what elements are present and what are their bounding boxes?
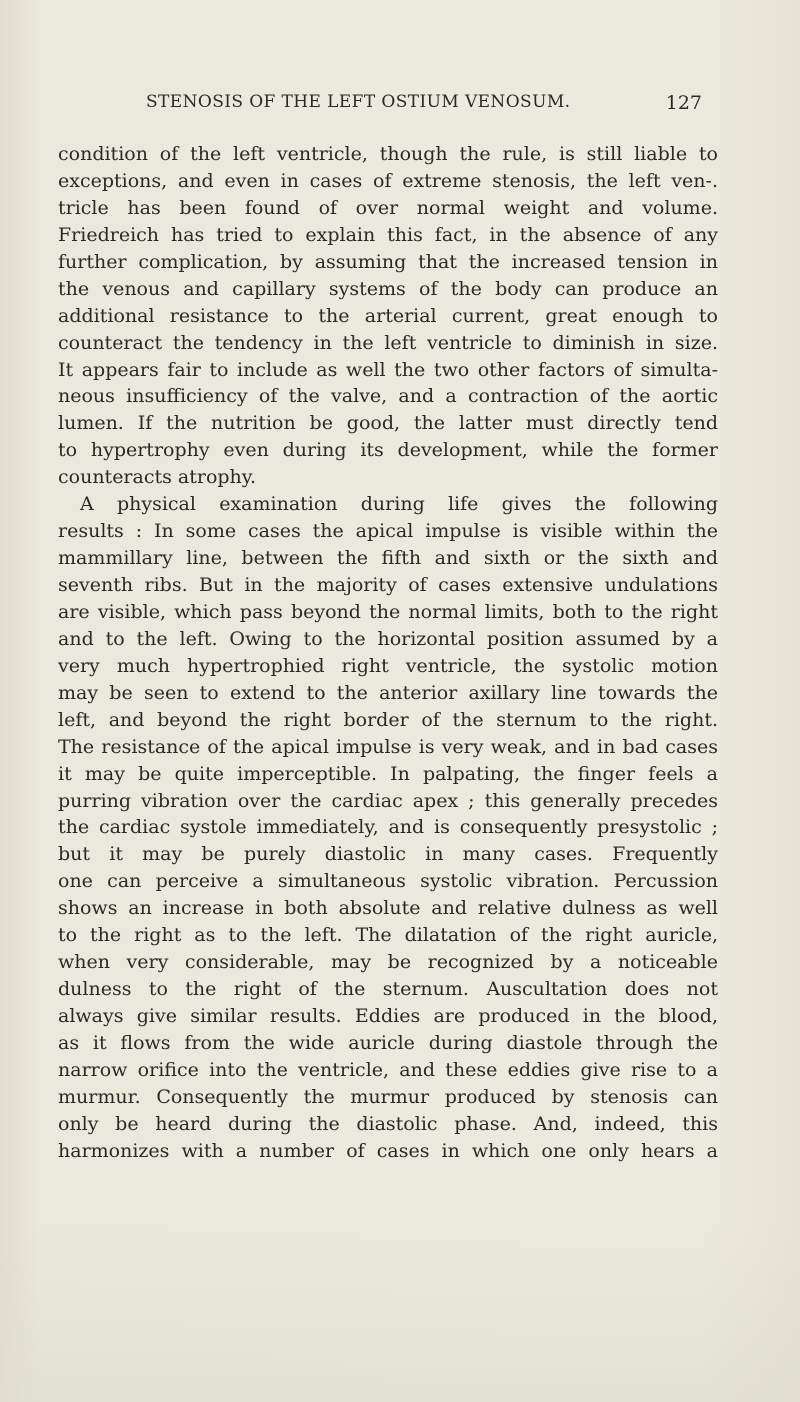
- text-line: mammillary line, between the fifth and sixth or the sixth and: [58, 547, 718, 570]
- text-line: results : In some cases the apical impulse is visible within the: [58, 520, 718, 543]
- text-line: The resistance of the apical impulse is very weak, and in bad cases: [58, 735, 718, 758]
- text-line: murmur. Consequently the murmur produced by stenosis can: [58, 1085, 718, 1108]
- text-line: shows an increase in both absolute and relative dulness as well: [58, 897, 718, 920]
- text-line: counteract the tendency in the left ventricle to diminish in size.: [58, 331, 718, 354]
- text-line: the cardiac systole immediately, and is consequently presystolic ;: [58, 816, 718, 839]
- text-line: always give similar results. Eddies are produced in the blood,: [58, 1005, 718, 1027]
- text-line: harmonizes with a number of cases in which one only hears a: [58, 1139, 718, 1162]
- text-line: dulness to the right of the sternum. Auscultation does not: [58, 978, 718, 1001]
- running-head: [146, 92, 702, 122]
- text-line: when very considerable, may be recognized by a noticeable: [58, 951, 718, 974]
- text-line: neous insufficiency of the valve, and a contraction of the aortic: [58, 385, 718, 408]
- text-line: purring vibration over the cardiac apex ; this generally precedes: [58, 789, 718, 812]
- text-line: but it may be purely diastolic in many cases. Frequently: [58, 843, 718, 866]
- text-line: Friedreich has tried to explain this fact, in the absence of any: [58, 223, 718, 246]
- text-line: very much hypertrophied right ventricle, the systolic motion: [58, 654, 718, 677]
- text-line: only be heard during the diastolic phase. And, indeed, this: [58, 1112, 718, 1135]
- paragraph-end-line: counteracts atrophy.: [58, 466, 257, 489]
- text-line: to the right as to the left. The dilatation of the right auricle,: [58, 924, 718, 947]
- text-line: lumen. If the nutrition be good, the latter must directly tend: [58, 412, 718, 435]
- text-line: It appears fair to include as well the two other factors of simulta-: [58, 358, 718, 381]
- text-line: it may be quite imperceptible. In palpating, the finger feels a: [58, 762, 718, 785]
- text-line: exceptions, and even in cases of extreme stenosis, the left ven-.: [58, 169, 718, 192]
- page-number: 127: [665, 92, 702, 114]
- text-line: as it flows from the wide auricle during diastole through the: [58, 1031, 718, 1054]
- text-line: tricle has been found of over normal weight and volume.: [58, 196, 718, 219]
- page-shadow: [0, 1222, 800, 1402]
- text-line: additional resistance to the arterial current, great enough to: [58, 304, 718, 327]
- text-line: and to the left. Owing to the horizontal position assumed by a: [58, 627, 718, 650]
- paragraph-start-line: A physical examination during life gives the following: [80, 493, 718, 516]
- text-line: one can perceive a simultaneous systolic vibration. Percussion: [58, 870, 718, 893]
- text-line: are visible, which pass beyond the normal limits, both to the right: [58, 600, 718, 623]
- text-line: left, and beyond the right border of the sternum to the right.: [58, 708, 718, 731]
- text-line: narrow orifice into the ventricle, and these eddies give rise to a: [58, 1058, 718, 1081]
- text-line: condition of the left ventricle, though the rule, is still liable to: [58, 143, 718, 165]
- text-line: further complication, by assuming that the increased tension in: [58, 250, 718, 273]
- text-line: to hypertrophy even during its development, while the former: [58, 439, 718, 462]
- text-line: seventh ribs. But in the majority of cases extensive undulations: [58, 574, 718, 596]
- chapter-title: STENOSIS OF THE LEFT OSTIUM VENOSUM.: [146, 92, 571, 112]
- body-text: [58, 141, 718, 1165]
- text-line: the venous and capillary systems of the body can produce an: [58, 277, 718, 300]
- text-line: may be seen to extend to the anterior axillary line towards the: [58, 681, 718, 704]
